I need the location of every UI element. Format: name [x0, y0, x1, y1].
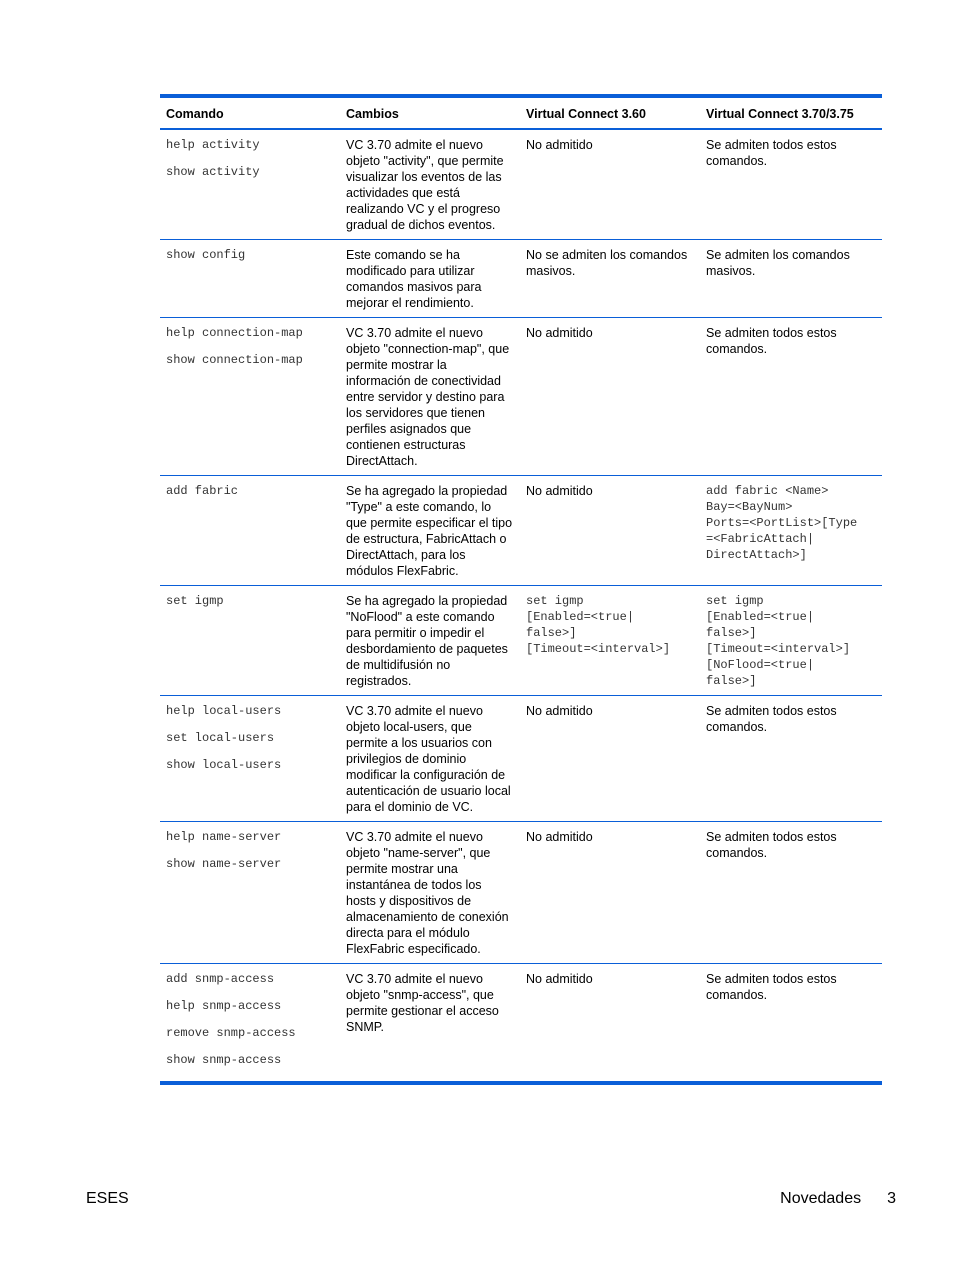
- table-row: [160, 696, 882, 822]
- command-name: set local-users: [166, 731, 275, 745]
- vc-370-cell: Se admiten todos estos comandos.: [706, 326, 837, 356]
- table-row: [160, 822, 882, 964]
- table-row: [160, 129, 882, 240]
- header-row: [160, 96, 882, 129]
- changes-cell: VC 3.70 admite el nuevo objeto "snmp-access", que permite gestionar el acceso SNMP.: [346, 972, 499, 1034]
- command-cell: [160, 822, 340, 964]
- changes-cell: Se ha agregado la propiedad "NoFlood" a este comando para permitir o impedir el desbordamiento de paquetes de multidifusión no registrados.: [346, 594, 508, 688]
- command-name: help activity: [166, 138, 260, 152]
- vc-360-cell: No admitido: [526, 972, 593, 986]
- table-header: [160, 96, 882, 129]
- vc-360-cell: [520, 586, 700, 696]
- commands-table: [160, 94, 882, 1085]
- command-name: help name-server: [166, 830, 282, 844]
- vc-370-cell: Se admiten todos estos comandos.: [706, 972, 837, 1002]
- vc-360-cell: No se admiten los comandos masivos.: [526, 248, 688, 278]
- table-body: [160, 129, 882, 1083]
- command-name: help connection-map: [166, 326, 303, 340]
- changes-cell: VC 3.70 admite el nuevo objeto local-users, que permite a los usuarios con privilegios de dominio modificar la configuración de autenticación de usuario local para el dominio de VC.: [346, 704, 511, 814]
- page-number: 3: [887, 1190, 896, 1207]
- command-name: show local-users: [166, 758, 282, 772]
- vc-360-cell: No admitido: [526, 830, 593, 844]
- command-syntax: set igmp [Enabled=<true| false>] [Timeout=<interval>] [NoFlood=<true| false>]: [706, 594, 851, 688]
- table-row: [160, 240, 882, 318]
- command-syntax: set igmp [Enabled=<true| false>] [Timeout=<interval>]: [526, 594, 671, 656]
- command-cell: [160, 586, 340, 696]
- command-name: remove snmp-access: [166, 1026, 296, 1040]
- table-row: [160, 964, 882, 1084]
- changes-cell: Se ha agregado la propiedad "Type" a este comando, lo que permite especificar el tipo de estructura, FabricAttach o DirectAttach, para los módulos FlexFabric.: [346, 484, 513, 578]
- vc-360-cell: No admitido: [526, 138, 593, 152]
- command-cell: [160, 129, 340, 240]
- command-cell: [160, 964, 340, 1084]
- command-name: set igmp: [166, 594, 224, 608]
- header-comando: Comando: [166, 107, 224, 121]
- command-name: show name-server: [166, 857, 282, 871]
- command-cell: [160, 476, 340, 586]
- command-cell: [160, 696, 340, 822]
- command-name: show activity: [166, 165, 260, 179]
- vc-360-cell: No admitido: [526, 704, 593, 718]
- table-row: [160, 586, 882, 696]
- footer-right: [780, 1190, 896, 1208]
- command-name: show connection-map: [166, 353, 303, 367]
- command-name: show snmp-access: [166, 1053, 282, 1067]
- table-row: [160, 318, 882, 476]
- vc-370-cell: Se admiten todos estos comandos.: [706, 138, 837, 168]
- command-cell: [160, 240, 340, 318]
- changes-cell: VC 3.70 admite el nuevo objeto "name-server", que permite mostrar una instantánea de todos los hosts y dispositivos de almacenamiento de conexión directa para el módulo FlexFabric especificado.: [346, 830, 509, 956]
- command-name: show config: [166, 248, 246, 262]
- header-vc-370: Virtual Connect 3.70/3.75: [706, 107, 854, 121]
- vc-370-cell: Se admiten todos estos comandos.: [706, 704, 837, 734]
- vc-370-cell: [700, 586, 882, 696]
- footer-section: Novedades: [780, 1190, 862, 1207]
- changes-cell: Este comando se ha modificado para utilizar comandos masivos para mejorar el rendimiento.: [346, 248, 482, 310]
- vc-360-cell: No admitido: [526, 484, 593, 498]
- vc-370-cell: [700, 476, 882, 586]
- header-vc-360: Virtual Connect 3.60: [526, 107, 646, 121]
- header-cambios: Cambios: [346, 107, 399, 121]
- command-cell: [160, 318, 340, 476]
- table-row: [160, 476, 882, 586]
- command-name: add snmp-access: [166, 972, 275, 986]
- changes-cell: VC 3.70 admite el nuevo objeto "activity", que permite visualizar los eventos de las actividades que está realizando VC y el progreso gradual de dichos eventos.: [346, 138, 504, 232]
- vc-370-cell: Se admiten los comandos masivos.: [706, 248, 850, 278]
- command-name: help snmp-access: [166, 999, 282, 1013]
- vc-360-cell: No admitido: [526, 326, 593, 340]
- vc-370-cell: Se admiten todos estos comandos.: [706, 830, 837, 860]
- command-name: add fabric: [166, 484, 239, 498]
- changes-cell: VC 3.70 admite el nuevo objeto "connection-map", que permite mostrar la información de conectividad entre servidor y destino para los servidores que tienen perfiles asignados que contienen estructuras DirectAttach.: [346, 326, 510, 468]
- command-name: help local-users: [166, 704, 282, 718]
- footer-locale: ESES: [86, 1190, 129, 1207]
- command-syntax: add fabric <Name> Bay=<BayNum> Ports=<PortList>[Type =<FabricAttach| DirectAttach>]: [706, 484, 858, 562]
